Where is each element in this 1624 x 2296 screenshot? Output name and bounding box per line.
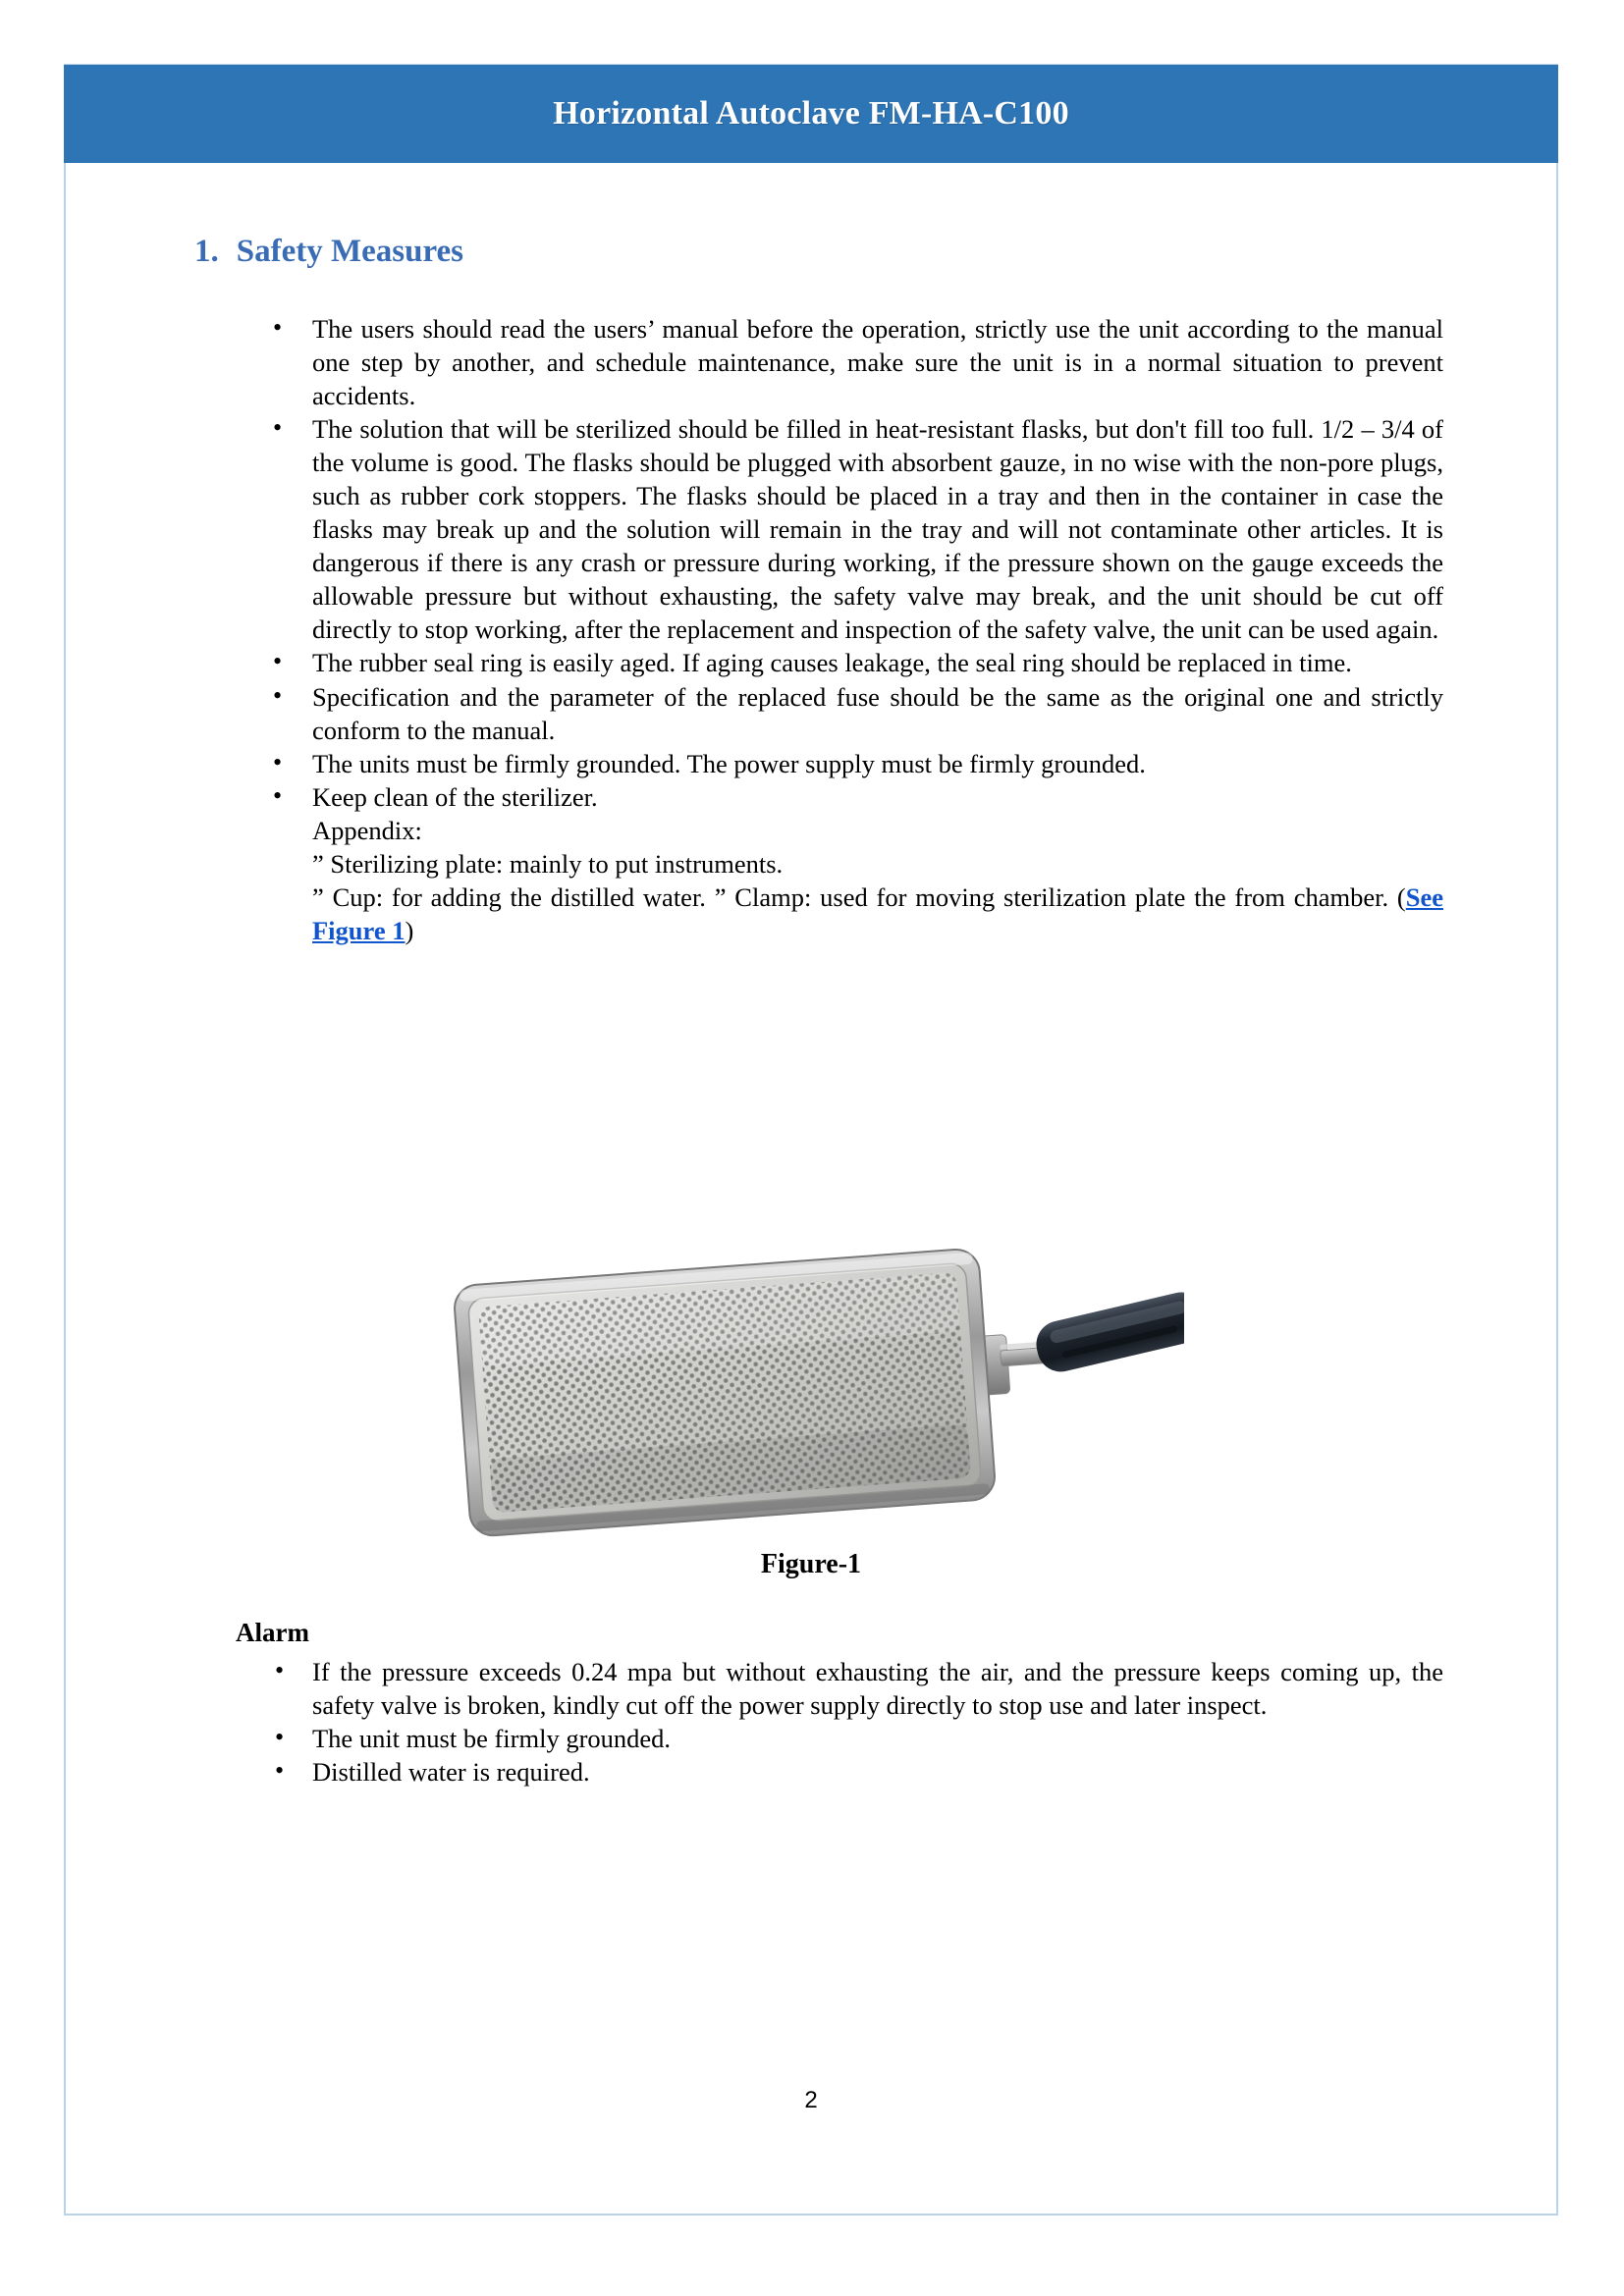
document-title: Horizontal Autoclave FM-HA-C100 bbox=[553, 95, 1069, 132]
list-item: • The solution that will be sterilized should be filled in heat-resistant flasks, but don't fill too full. 1/2 – 3/4 of the volume is good. The flasks should be plugged with absorbent gauze, in no wise with the non-pore plugs, such as rubber cork stoppers. The flasks should be placed in a tray and then in the container in case the flasks may break up and the solution will remain in the tray and will not contaminate other articles. It is dangerous if there is any crash or pressure during working, if the pressure shown on the gauge exceeds the allowable pressure but without exhausting, the safety valve may break, and the unit should be cut off directly to stop working, after the replacement and inspection of the safety valve, the unit can be used again. bbox=[236, 412, 1443, 646]
safety-measures-list bbox=[236, 312, 1443, 947]
list-item: • Specification and the parameter of the replaced fuse should be the same as the original one and strictly conform to the manual. bbox=[236, 680, 1443, 747]
list-item: • Distilled water is required. bbox=[236, 1755, 1443, 1789]
appendix-line-2-text: ” Cup: for adding the distilled water. ” Clamp: used for moving sterilization plate the from chamber. ( bbox=[312, 881, 1406, 912]
see-figure-1-link[interactable]: See Figure 1 bbox=[312, 881, 1443, 945]
figure-caption: Figure-1 bbox=[760, 1549, 862, 1579]
section-heading bbox=[194, 234, 463, 270]
page-number: 2 bbox=[804, 2087, 818, 2113]
sterilizing-plate-svg bbox=[438, 1245, 1184, 1539]
list-item: • The units must be firmly grounded. The power supply must be firmly grounded. bbox=[236, 747, 1443, 780]
page-content bbox=[64, 163, 1558, 2216]
keep-clean-text: • Keep clean of the sterilizer. bbox=[312, 781, 598, 812]
list-item: • The unit must be firmly grounded. bbox=[236, 1722, 1443, 1755]
figure-1-image-wrap bbox=[64, 1245, 1558, 1544]
section-number: 1. bbox=[194, 234, 219, 269]
section-title: Safety Measures bbox=[236, 234, 464, 269]
list-item: • The rubber seal ring is easily aged. If aging causes leakage, the seal ring should be replaced in time. bbox=[236, 646, 1443, 679]
appendix-line-2-close: ) bbox=[405, 915, 414, 945]
appendix-line-2 bbox=[312, 881, 1443, 947]
list-item-appendix bbox=[236, 780, 1443, 947]
sterilizing-plate-image bbox=[438, 1245, 1184, 1539]
document-header-band bbox=[64, 65, 1558, 163]
list-item: • If the pressure exceeds 0.24 mpa but without exhausting the air, and the pressure keeps coming up, the safety valve is broken, kindly cut off the power supply directly to stop use and later inspect. bbox=[236, 1655, 1443, 1722]
appendix-label: Appendix: bbox=[312, 815, 422, 845]
list-item: • The users should read the users’ manual before the operation, strictly use the unit according to the manual one step by another, and schedule maintenance, make sure the unit is in a normal situation to prevent accidents. bbox=[236, 312, 1443, 412]
alarm-list bbox=[236, 1655, 1443, 1789]
appendix-line-1: ” Sterilizing plate: mainly to put instruments. bbox=[312, 848, 784, 879]
alarm-heading: Alarm bbox=[236, 1618, 309, 1647]
